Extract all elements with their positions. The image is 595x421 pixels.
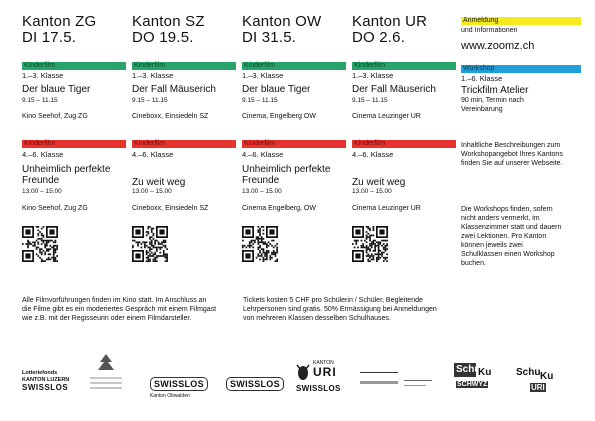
venue: Cinema Leuzinger UR [352, 205, 421, 212]
film-title: Der Fall Mäuserich [132, 84, 216, 95]
schuku-schwyz-logo [454, 363, 498, 397]
kinderfilm-tag: Kinderfilm [22, 62, 126, 70]
screening-time: 13.00 – 15.00 [242, 188, 282, 195]
screening-time: 13.00 – 15.00 [22, 188, 62, 195]
screening-info: Alle Filmvorführungen finden im Kino statt. Im Anschluss an die Filme gibt es ein moderiertes Gespräch mit einem Filmgast wie z.B. mit der Regisseurin oder einem Filmdarsteller. [22, 297, 217, 322]
screening-date: DI 31.5. [242, 29, 297, 46]
kinderfilm-tag: Kinderfilm [242, 62, 346, 70]
logo-text: SWISSLOS [296, 384, 341, 393]
swisslos-obwalden-logo [150, 374, 212, 399]
workshop-title: Trickfilm Atelier [461, 85, 529, 96]
lotteriefonds-luzern-logo [22, 370, 82, 391]
film-title: Der Fall Mäuserich [352, 84, 436, 95]
screening-date: DO 19.5. [132, 29, 194, 46]
class-range: 4.–6. Klasse [242, 150, 284, 159]
venue: Kino Seehof, Zug ZG [22, 205, 88, 212]
class-range: 4.–6. Klasse [132, 150, 174, 159]
logo-text: KANTON LUZERN [22, 377, 70, 383]
venue: Cineboxx, Einsiedeln SZ [132, 113, 209, 120]
column-header [352, 14, 427, 46]
qr-code-icon[interactable] [352, 226, 388, 262]
film-title: Der blaue Tiger [22, 84, 91, 95]
class-range: 1.–3. Klasse [132, 71, 174, 80]
workshop-tag: Workshop [461, 65, 581, 73]
venue: Kino Seehof, Zug ZG [22, 113, 88, 120]
kinderfilm-tag: Kinderfilm [352, 62, 456, 70]
column-header [242, 14, 321, 46]
schuku-uri-logo [516, 367, 560, 397]
kinderfilm-tag: Kinderfilm [132, 140, 236, 148]
canton-name: Kanton UR [352, 13, 428, 30]
logo-text: Ku [540, 371, 554, 382]
grey-bar-logo [360, 368, 400, 388]
screening-time: 9.15 – 11.15 [242, 97, 278, 104]
workshop-classes: 1.–6. Klasse [461, 74, 503, 83]
venue: Cinema Leuzinger UR [352, 113, 421, 120]
logo-text: Schu [516, 367, 541, 378]
signup-subtitle: und Informationen [461, 27, 518, 34]
column-header [22, 14, 96, 46]
logo-text: URI [313, 365, 337, 379]
column-header [132, 14, 205, 46]
class-range: 1.–3. Klasse [352, 71, 394, 80]
qr-code-icon[interactable] [132, 226, 168, 262]
logo-text: SWISSLOS [22, 383, 69, 392]
kinderfilm-tag: Kinderfilm [132, 62, 236, 70]
logo-text: Schu [456, 364, 481, 375]
film-title: Zu weit weg [132, 177, 186, 188]
film-title: Unheimlich perfekte Freunde [242, 164, 331, 186]
logo-text: Lotteriefonds [22, 370, 58, 376]
small-logo [404, 380, 436, 392]
screening-time: 9.15 – 11.15 [22, 97, 58, 104]
qr-code-icon[interactable] [242, 226, 278, 262]
class-range: 1.–3. Klasse [22, 71, 64, 80]
logo-text: Kanton Obwalden [150, 393, 190, 399]
screening-date: DO 2.6. [352, 29, 406, 46]
qr-code-icon[interactable] [22, 226, 58, 262]
venue: Cinema Engelberg, OW [242, 205, 316, 212]
film-title: Zu weit weg [352, 177, 406, 188]
class-range: 4.–6. Klasse [22, 150, 64, 159]
logo-text: URI [531, 383, 545, 392]
kinderfilm-tag: Kinderfilm [242, 140, 346, 148]
bull-head-icon [296, 362, 310, 382]
logo-text: KANTON [313, 360, 334, 366]
venue: Cineboxx, Einsiedeln SZ [132, 205, 209, 212]
screening-time: 9.15 – 11.15 [132, 97, 168, 104]
kanton-coat-of-arms-logo [86, 352, 126, 396]
venue: Cinema, Engelberg OW [242, 113, 316, 120]
logo-text: Ku [478, 367, 492, 378]
canton-name: Kanton ZG [22, 13, 97, 30]
screening-date: DI 17.5. [22, 29, 77, 46]
film-title: Der blaue Tiger [242, 84, 311, 95]
ticket-info: Tickets kosten 5 CHF pro Schülerin / Schüler, Begleitende Lehrpersonen sind gratis. 50% Ermässigung bei Anmeldungen von mehreren Klassen desselben Schulhauses. [243, 297, 437, 322]
signup-tag: Anmeldung [461, 17, 581, 25]
logo-text: SWISSLOS [150, 377, 208, 391]
class-range: 4.–6. Klasse [352, 150, 394, 159]
kinderfilm-tag: Kinderfilm [352, 140, 456, 148]
film-title: Unheimlich perfekte Freunde [22, 164, 111, 186]
screening-time: 13.00 – 15.00 [352, 188, 392, 195]
canton-name: Kanton OW [242, 13, 322, 30]
swisslos-logo [226, 374, 278, 392]
website-link[interactable]: www.zoomz.ch [461, 40, 535, 52]
workshop-rules-paragraph: Die Workshops finden, sofern nicht anders vermerkt, im Klassenzimmer statt und dauern zwei Lektionen. Pro Kanton können jeweils zwei Schulklassen einen Workshop buchen. [461, 206, 562, 267]
logo-text: SWISSLOS [226, 377, 284, 391]
workshop-detail: 90 min, Termin nach Vereinbarung [461, 97, 524, 113]
screening-time: 13.00 – 15.00 [132, 188, 172, 195]
screening-time: 9.15 – 11.15 [352, 97, 388, 104]
workshop-info-paragraph: Inhaltliche Beschreibungen zum Workshopangebot Ihres Kantons finden Sie auf unserer Webseite. [461, 142, 563, 167]
class-range: 1.–3. Klasse [242, 71, 284, 80]
canton-name: Kanton SZ [132, 13, 205, 30]
logo-text: SCHWYZ [457, 381, 488, 388]
kinderfilm-tag: Kinderfilm [22, 140, 126, 148]
